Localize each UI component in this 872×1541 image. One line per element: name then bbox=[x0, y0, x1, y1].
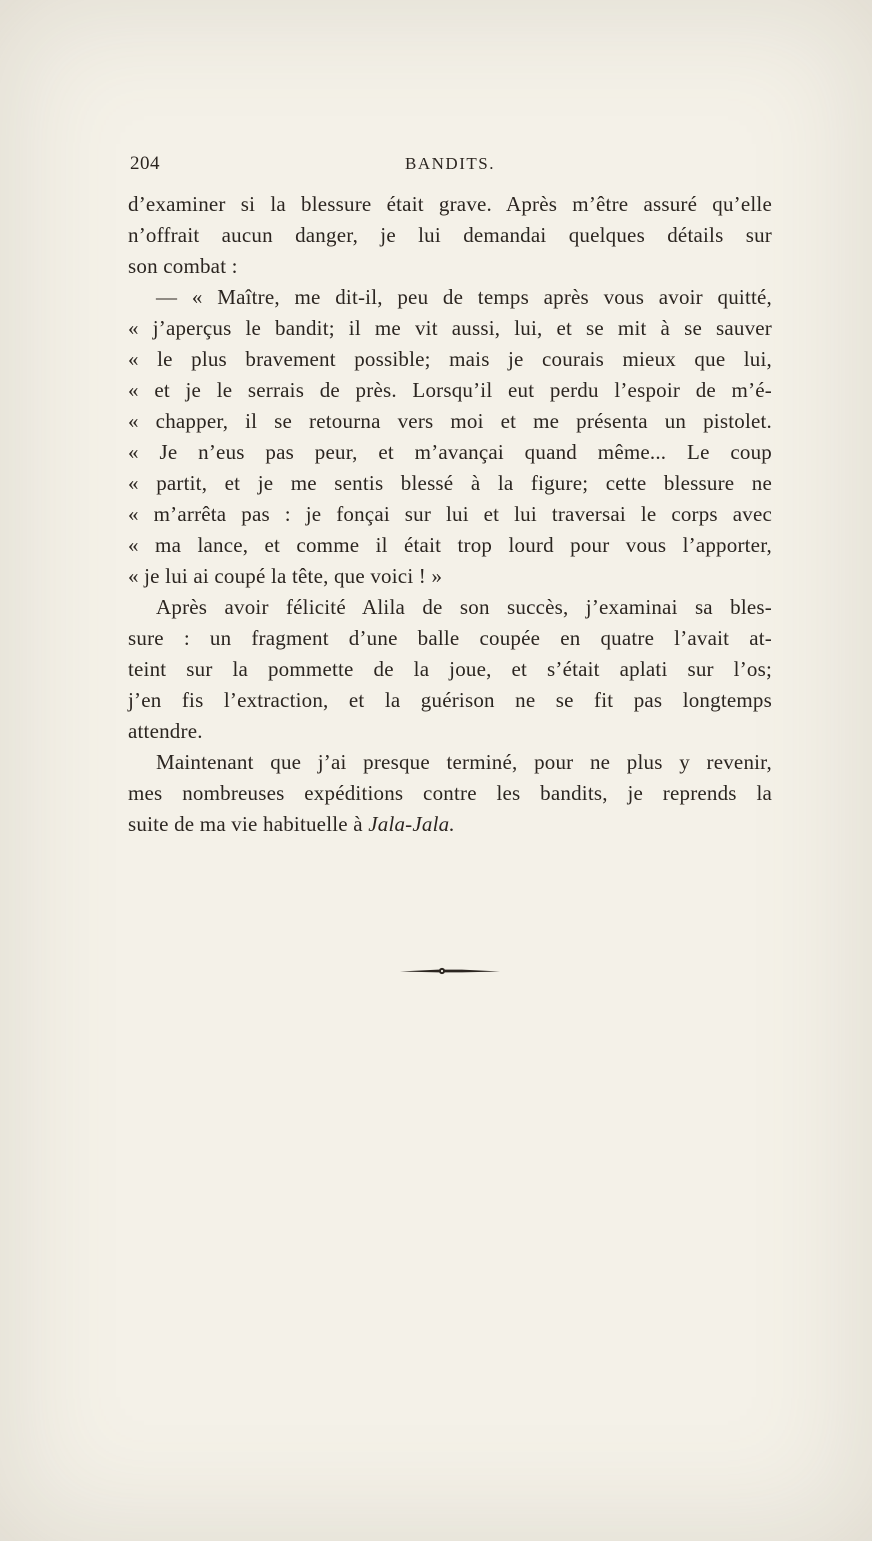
text-line bbox=[128, 685, 772, 716]
body-text: Après avoir félicité Alila de son succès, j’examinai sa bles- bbox=[156, 595, 772, 619]
body-text: suite de ma vie habituelle à bbox=[128, 812, 369, 836]
body-text: son combat : bbox=[128, 254, 238, 278]
italic-text: Jala-Jala. bbox=[368, 812, 455, 836]
body-text: j’en fis l’extraction, et la guérison ne se fit pas longtemps bbox=[128, 688, 772, 712]
running-header-title: BANDITS. bbox=[405, 154, 495, 173]
body-text: « je lui ai coupé la tête, que voici ! » bbox=[128, 564, 443, 588]
body-text: « chapper, il se retourna vers moi et me présenta un pistolet. bbox=[128, 409, 772, 433]
text-line bbox=[128, 375, 772, 406]
text-line bbox=[128, 530, 772, 561]
text-line bbox=[128, 499, 772, 530]
text-line bbox=[128, 778, 772, 809]
text-line bbox=[128, 220, 772, 251]
body-text: mes nombreuses expéditions contre les bandits, je reprends la bbox=[128, 781, 772, 805]
text-line bbox=[128, 623, 772, 654]
body-text: « et je le serrais de près. Lorsqu’il eut perdu l’espoir de m’é- bbox=[128, 378, 772, 402]
body-text: « m’arrêta pas : je fonçai sur lui et lui traversai le corps avec bbox=[128, 502, 772, 526]
text-line bbox=[128, 406, 772, 437]
text-line bbox=[128, 189, 772, 220]
text-line bbox=[128, 716, 772, 747]
body-text: d’examiner si la blessure était grave. Après m’être assuré qu’elle bbox=[128, 192, 772, 216]
body-text: « j’aperçus le bandit; il me vit aussi, lui, et se mit à se sauver bbox=[128, 316, 772, 340]
section-divider bbox=[128, 962, 772, 980]
text-line bbox=[128, 747, 772, 778]
tapered-rule-ornament bbox=[400, 965, 500, 977]
body-text: teint sur la pommette de la joue, et s’était aplati sur l’os; bbox=[128, 657, 772, 681]
page-header bbox=[128, 153, 772, 177]
body-text: attendre. bbox=[128, 719, 203, 743]
body-text: sure : un fragment d’une balle coupée en quatre l’avait at- bbox=[128, 626, 772, 650]
page-number: 204 bbox=[130, 153, 160, 174]
text-line bbox=[128, 654, 772, 685]
text-line bbox=[128, 592, 772, 623]
text-line bbox=[128, 437, 772, 468]
body-text: — « Maître, me dit-il, peu de temps après vous avoir quitté, bbox=[156, 285, 772, 309]
page-body bbox=[128, 189, 772, 840]
text-line bbox=[128, 468, 772, 499]
text-line bbox=[128, 809, 772, 840]
body-text: n’offrait aucun danger, je lui demandai quelques détails sur bbox=[128, 223, 772, 247]
text-line bbox=[128, 313, 772, 344]
body-text: « le plus bravement possible; mais je courais mieux que lui, bbox=[128, 347, 772, 371]
body-text: « ma lance, et comme il était trop lourd pour vous l’apporter, bbox=[128, 533, 772, 557]
body-text: « partit, et je me sentis blessé à la figure; cette blessure ne bbox=[128, 471, 772, 495]
text-line bbox=[128, 282, 772, 313]
body-text: Maintenant que j’ai presque terminé, pour ne plus y revenir, bbox=[156, 750, 772, 774]
book-page bbox=[128, 153, 772, 980]
text-line bbox=[128, 251, 772, 282]
text-line bbox=[128, 561, 772, 592]
text-line bbox=[128, 344, 772, 375]
body-text: « Je n’eus pas peur, et m’avançai quand même... Le coup bbox=[128, 440, 772, 464]
